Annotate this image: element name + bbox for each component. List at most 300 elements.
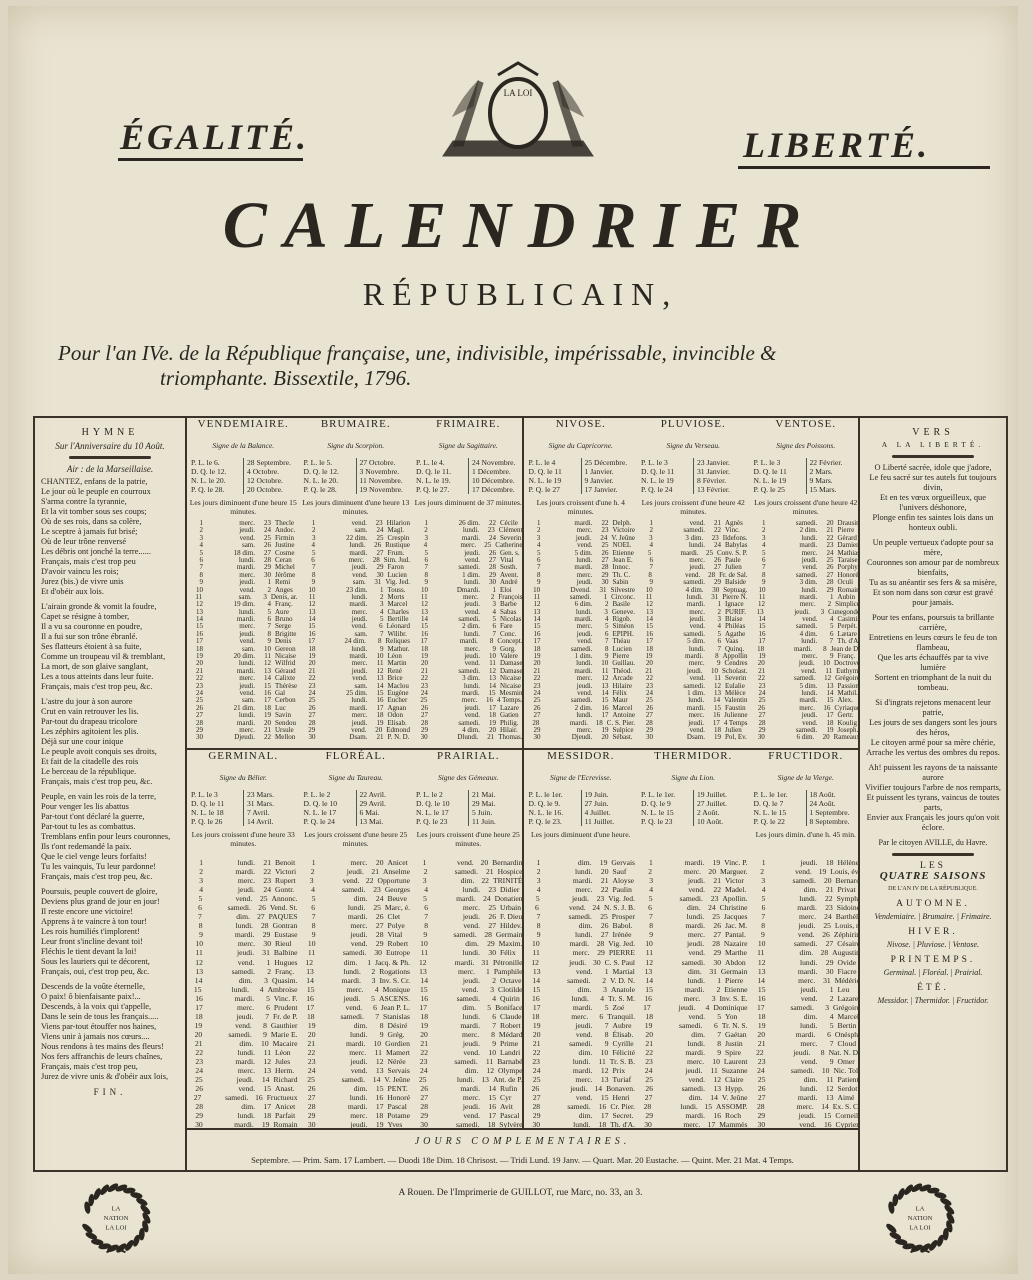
gregorian-date: 16 bbox=[713, 1111, 721, 1121]
day-number: 4 bbox=[311, 885, 315, 895]
saint-name: Marcel bbox=[837, 1011, 860, 1021]
moon-phase-row bbox=[191, 799, 296, 808]
saint-name: Cyriaque bbox=[834, 703, 860, 712]
divider bbox=[892, 853, 974, 856]
moon-phase-row bbox=[529, 817, 634, 826]
gregorian-date: 29 bbox=[713, 948, 721, 958]
saint-name: Servais bbox=[387, 1066, 410, 1076]
gregorian-date: 23 bbox=[264, 519, 271, 527]
saint-name: Augustin bbox=[832, 948, 860, 958]
saint-name: Maxim. bbox=[498, 939, 523, 949]
day-number: 13 bbox=[757, 966, 766, 976]
gregorian-date: 14 bbox=[376, 681, 384, 690]
day-row bbox=[641, 867, 748, 876]
weekday: merc. bbox=[798, 975, 816, 985]
day-row bbox=[641, 1111, 748, 1120]
day-number: 17 bbox=[419, 1002, 428, 1012]
saint-name: Secret. bbox=[612, 1111, 634, 1121]
verse-line: Les jours de ses dangers sont les jours des héros, bbox=[869, 718, 997, 737]
saint-name: Gontr. bbox=[275, 885, 295, 895]
saint-name: Martial bbox=[612, 966, 635, 976]
gregorian-date: 28 bbox=[708, 570, 716, 579]
saint-name: Hospice bbox=[497, 867, 523, 877]
day-row bbox=[304, 967, 411, 976]
saint-name: Touss. bbox=[387, 585, 406, 594]
day-number: 29 bbox=[533, 725, 541, 734]
saint-name: Justin bbox=[725, 1038, 743, 1048]
gregorian-date: 3 bbox=[603, 984, 607, 994]
gregorian-date: 6 bbox=[267, 615, 271, 624]
weekday: lundi. bbox=[799, 1084, 818, 1094]
weekday: mardi. bbox=[341, 975, 362, 985]
weekday: mardi. bbox=[236, 563, 255, 572]
weekday: mardi. bbox=[569, 718, 588, 727]
verse-line: Sous les lauriers qui te décorent, bbox=[41, 957, 150, 966]
saint-name: Rameaux bbox=[833, 733, 861, 742]
description-line: Pour l'an IVe. de la République française, une, indivisible, impérissable, invincible & bbox=[58, 341, 777, 365]
day-number: 30 bbox=[420, 733, 428, 742]
weekday: jeudi. bbox=[462, 975, 480, 985]
moon-phase-row bbox=[754, 485, 859, 494]
day-row bbox=[416, 734, 523, 741]
saint-name: Silvestre bbox=[610, 585, 635, 594]
day-number: 25 bbox=[195, 1075, 203, 1085]
day-row bbox=[416, 958, 523, 967]
moon-phase-label: P. L. le 3 bbox=[191, 790, 218, 799]
zodiac-sign: Signe de la Balance. bbox=[212, 441, 275, 450]
weekday: samedi. bbox=[681, 1084, 705, 1094]
gregorian-date: 30 bbox=[376, 570, 384, 579]
gregorian-date: 11 bbox=[264, 652, 271, 661]
svg-text:LA LOI: LA LOI bbox=[503, 88, 533, 98]
month-column bbox=[187, 750, 300, 1130]
day-number: 28 bbox=[421, 718, 428, 727]
gregorian-date: 25 bbox=[259, 894, 268, 904]
weekday: lundi. bbox=[801, 533, 818, 542]
gregorian-date: 12 bbox=[714, 681, 721, 690]
day-number: 19 bbox=[532, 1020, 541, 1030]
weekday: lundi. bbox=[574, 867, 593, 877]
saint-name: Nazaire bbox=[723, 939, 748, 949]
saint-name: Tranquil. bbox=[607, 1011, 635, 1021]
gregorian-date: 11 bbox=[714, 674, 721, 683]
saint-name: Marguer. bbox=[720, 867, 748, 877]
saint-name: EPIPH. bbox=[612, 629, 634, 638]
day-number: 17 bbox=[195, 1002, 203, 1012]
zodiac-sign: Signe de l'Ecrevisse. bbox=[549, 773, 612, 782]
saint-name: V. D. N. bbox=[610, 975, 635, 985]
day-number: 24 bbox=[646, 688, 653, 697]
day-row bbox=[529, 948, 636, 957]
day-number: 15 bbox=[757, 984, 766, 994]
day-number: 5 bbox=[535, 894, 540, 904]
day-number: 2 bbox=[537, 526, 541, 535]
moon-phase-label: P. Q. le 28. bbox=[303, 485, 337, 494]
saint-name: Théau bbox=[612, 637, 630, 646]
day-number: 3 bbox=[649, 876, 653, 886]
moon-phase-row bbox=[641, 458, 746, 467]
saint-name: Conv. S. P. bbox=[717, 548, 748, 557]
saint-name: Corneil. bbox=[835, 1111, 860, 1121]
weekday: mardi. bbox=[459, 637, 478, 646]
moon-phase-date: 14 Avril. bbox=[243, 817, 273, 826]
gregorian-date: 2 bbox=[490, 592, 495, 601]
day-number: 26 bbox=[421, 703, 428, 712]
weekday: vend. bbox=[463, 1111, 480, 1121]
gregorian-date: 24 bbox=[708, 903, 716, 913]
saint-name: Donatien bbox=[494, 894, 523, 904]
day-number: 2 bbox=[649, 526, 653, 535]
saint-name: Robert bbox=[387, 939, 409, 949]
day-number: 4 bbox=[536, 885, 541, 895]
saint-name: Cerbon bbox=[275, 696, 296, 705]
saint-name: Cyrille bbox=[612, 1038, 634, 1048]
saint-name: Quasim. bbox=[271, 975, 298, 985]
saint-name: PENT. bbox=[387, 1084, 408, 1094]
moon-phase-date: 28 Septembre. bbox=[243, 458, 291, 467]
verse-line: Le feu sacré sur tes autels fut toujours divin, bbox=[869, 473, 997, 492]
gregorian-date: 12 bbox=[264, 659, 271, 668]
weekday: lundi. bbox=[351, 644, 368, 653]
weekday: merc. bbox=[239, 725, 255, 734]
day-number: 9 bbox=[424, 578, 428, 587]
verse-line: Où de ses rois, dans sa colère, bbox=[41, 517, 142, 526]
moon-phase-row bbox=[191, 817, 296, 826]
gregorian-date: 18 bbox=[598, 1120, 607, 1130]
gregorian-date: 4 bbox=[267, 600, 271, 609]
weekday: 23 dim. bbox=[346, 585, 368, 594]
day-row bbox=[529, 912, 636, 921]
weekday: merc. bbox=[683, 993, 701, 1003]
moon-phase-date: 9 Mars. bbox=[806, 476, 833, 485]
day-number: 25 bbox=[420, 696, 428, 705]
month-column bbox=[750, 750, 863, 1130]
zodiac-sign: Signe du Capricorne. bbox=[548, 441, 613, 450]
weekday: merc. bbox=[351, 711, 368, 720]
saint-name: Damase bbox=[499, 659, 523, 668]
day-number: 15 bbox=[645, 984, 653, 994]
day-number: 24 bbox=[532, 1066, 541, 1076]
day-number: 30 bbox=[532, 1120, 541, 1130]
day-row bbox=[754, 894, 861, 903]
weekday: mardi. bbox=[349, 703, 368, 712]
weekday: dim. bbox=[803, 885, 818, 895]
day-number: 15 bbox=[420, 984, 428, 994]
saint-name: Julienne bbox=[724, 711, 748, 720]
verse-line: Français, oui, c'est trop peu, &c. bbox=[41, 967, 150, 976]
gregorian-date: 23 bbox=[710, 894, 719, 904]
day-number: 27 bbox=[644, 1093, 653, 1103]
day-number: 14 bbox=[420, 975, 428, 985]
weekday: lundi. bbox=[462, 885, 480, 895]
gregorian-date: 2 bbox=[380, 592, 384, 601]
saint-name: Drausin bbox=[837, 519, 860, 527]
stanza bbox=[41, 477, 179, 597]
day-number: 8 bbox=[424, 921, 428, 931]
gregorian-date: 3 bbox=[264, 975, 268, 985]
weekday: vend. bbox=[464, 711, 480, 720]
gregorian-date: 12 bbox=[600, 1066, 609, 1076]
month-column bbox=[750, 418, 863, 750]
moon-phase-row bbox=[416, 485, 521, 494]
day-number: 23 bbox=[308, 681, 316, 690]
verse-line: Par-tout du drapeau tricolore bbox=[41, 717, 138, 726]
moon-phase-row bbox=[754, 799, 859, 808]
gregorian-date: 2 bbox=[605, 600, 609, 609]
day-row bbox=[191, 858, 298, 867]
saint-name: Morts bbox=[387, 592, 405, 601]
saint-name: Nicaise bbox=[275, 652, 296, 661]
gregorian-date: 10 bbox=[261, 1038, 269, 1048]
weekday: mardi. bbox=[349, 652, 368, 661]
moon-phase-label: P. Q. le 27 bbox=[528, 485, 560, 494]
day-number: 17 bbox=[646, 637, 653, 646]
day-number: 4 bbox=[762, 541, 766, 550]
gregorian-date: 24 bbox=[713, 541, 721, 550]
weekday: jeudi. bbox=[686, 666, 703, 675]
day-number: 3 bbox=[536, 876, 541, 886]
weekday: dim. bbox=[343, 957, 358, 967]
gregorian-date: 21 bbox=[376, 733, 384, 742]
day-number: 28 bbox=[195, 1102, 203, 1112]
weekday: jeudi. bbox=[350, 930, 368, 940]
day-row bbox=[416, 1039, 523, 1048]
moon-phase-row bbox=[191, 808, 296, 817]
stanza bbox=[41, 792, 179, 882]
saint-name: Nic. Tol. bbox=[833, 1066, 860, 1076]
gregorian-date: 24 bbox=[600, 533, 608, 542]
day-number: 22 bbox=[307, 1047, 316, 1057]
weekday: dim. bbox=[465, 939, 479, 949]
saint-name: Eustase bbox=[274, 930, 298, 940]
saint-name: Innoc. bbox=[612, 563, 631, 572]
weekday: vend. bbox=[239, 688, 255, 697]
day-number: 13 bbox=[532, 966, 541, 976]
saint-name: Doctrové bbox=[833, 659, 861, 668]
saint-name: Taraise bbox=[837, 555, 858, 564]
day-number: 24 bbox=[195, 1066, 203, 1076]
moon-phase-date: 8 Février. bbox=[693, 476, 726, 485]
day-number: 13 bbox=[308, 607, 316, 616]
stanza bbox=[865, 538, 1001, 608]
day-number: 8 bbox=[761, 921, 765, 931]
verse-line: O paix! ô bienfaisante paix!... bbox=[41, 992, 141, 1001]
weekday: 2 dim. bbox=[799, 526, 818, 535]
day-number: 15 bbox=[421, 622, 428, 631]
day-number: 6 bbox=[424, 555, 428, 564]
day-number: 28 bbox=[308, 718, 316, 727]
weekday: vend. bbox=[464, 659, 480, 668]
moon-phase-row bbox=[304, 808, 409, 817]
saint-name: Herm. bbox=[275, 1066, 295, 1076]
day-row bbox=[304, 1039, 411, 1048]
weekday: sam. bbox=[354, 681, 368, 690]
gregorian-date: 10 bbox=[712, 1057, 720, 1067]
saint-name: Severin bbox=[725, 674, 747, 683]
svg-text:NATION: NATION bbox=[907, 1214, 933, 1222]
gregorian-date: 29 bbox=[376, 563, 384, 572]
weekday: merc. bbox=[239, 519, 255, 527]
gregorian-date: 16 bbox=[255, 1093, 263, 1103]
gregorian-date: 3 bbox=[711, 993, 716, 1003]
day-row bbox=[641, 1057, 748, 1066]
saint-name: Parfait bbox=[275, 1111, 296, 1121]
day-number: 1 bbox=[422, 858, 427, 867]
weekday: vend. bbox=[464, 555, 480, 564]
day-row bbox=[641, 858, 748, 867]
day-row bbox=[191, 734, 298, 741]
saint-name: Léon bbox=[387, 652, 402, 661]
moon-phase-date: 29 Mai. bbox=[468, 799, 496, 808]
month-column bbox=[412, 750, 525, 1130]
day-row bbox=[416, 876, 523, 885]
verse-line: Poursuis, peuple couvert de gloire, bbox=[41, 887, 158, 896]
gregorian-date: 30 bbox=[374, 948, 382, 958]
divider bbox=[892, 455, 974, 458]
saint-name: V. Jeûne bbox=[611, 533, 635, 542]
saint-name: Hildev. bbox=[500, 921, 523, 931]
gregorian-date: 9 bbox=[717, 659, 721, 668]
gregorian-date: 4 bbox=[830, 615, 834, 624]
weekday: jeudi. bbox=[346, 867, 364, 877]
saint-name: Porphy. bbox=[837, 563, 860, 572]
weekday: 6 dim. bbox=[574, 600, 593, 609]
day-row bbox=[754, 1066, 861, 1075]
verse-line: Comme un troupeau vil & tremblant, bbox=[41, 652, 166, 661]
gregorian-date: 4 bbox=[374, 984, 379, 994]
verse-line: Par-tout t'ont déclaré la guerre, bbox=[41, 812, 145, 821]
gregorian-date: 13 bbox=[376, 674, 384, 683]
saint-name: Monique bbox=[382, 984, 410, 994]
gregorian-date: 9 bbox=[492, 644, 496, 653]
saint-name: Inv. S. E. bbox=[719, 993, 748, 1003]
moon-phase-row bbox=[416, 790, 521, 799]
verse-line: Il a vu sa couronne en poudre, bbox=[41, 622, 143, 631]
gregorian-date: 8 bbox=[820, 1047, 825, 1057]
gregorian-date: 7 bbox=[717, 1029, 721, 1039]
gregorian-date: 15 bbox=[826, 696, 834, 705]
gregorian-date: 24 bbox=[824, 912, 832, 922]
verse-line: Descends de la voûte éternelle, bbox=[41, 982, 145, 991]
day-number: 22 bbox=[196, 674, 203, 683]
saint-name: Marcel bbox=[387, 600, 408, 609]
moon-phase-label: P. L. le 4. bbox=[416, 458, 445, 467]
day-row bbox=[641, 885, 748, 894]
day-number: 10 bbox=[196, 585, 203, 594]
day-number: 11 bbox=[308, 592, 316, 601]
day-row bbox=[304, 948, 411, 957]
saint-name: Mathur. bbox=[387, 644, 410, 653]
day-row bbox=[529, 876, 636, 885]
weekday: vend. bbox=[575, 966, 593, 976]
weekday: merc. bbox=[464, 644, 480, 653]
weekday: vend. bbox=[352, 674, 368, 683]
day-number: 18 bbox=[420, 1011, 428, 1021]
saint-name: Nat. N. D. bbox=[828, 1047, 861, 1057]
gregorian-date: 22 bbox=[601, 519, 609, 527]
moon-phase-label: N. L. le 15 bbox=[753, 808, 787, 817]
gregorian-date: 2 bbox=[717, 607, 721, 616]
weekday: samedi. bbox=[793, 939, 818, 949]
saint-name: Jacques bbox=[723, 912, 748, 922]
saint-name: Eutrope bbox=[385, 948, 410, 958]
day-row bbox=[641, 976, 748, 985]
day-number: 12 bbox=[196, 600, 203, 609]
gregorian-date: 13 bbox=[714, 688, 721, 697]
saint-name: Jean E. bbox=[612, 555, 633, 564]
gregorian-date: 15 bbox=[600, 1093, 609, 1103]
moon-phase-row bbox=[754, 467, 859, 476]
moon-phase-date: 22 Avril. bbox=[356, 790, 386, 799]
gregorian-date: 11 bbox=[826, 1075, 834, 1085]
gregorian-date: 14 bbox=[710, 1093, 718, 1103]
saint-name: NOEL bbox=[612, 541, 632, 550]
gregorian-date: 5 bbox=[830, 622, 834, 631]
day-number: 3 bbox=[762, 533, 766, 542]
day-number: 3 bbox=[536, 533, 541, 542]
weekday: mardi. bbox=[684, 984, 705, 994]
gregorian-date: 28 bbox=[484, 930, 492, 940]
gregorian-date: 24 bbox=[489, 533, 496, 542]
day-row bbox=[529, 1003, 636, 1012]
day-number: 18 bbox=[757, 644, 765, 653]
day-row bbox=[304, 985, 411, 994]
day-length-note: Les jours croissent d'une h. 4 minutes. bbox=[536, 498, 625, 516]
weekday: jeudi. bbox=[685, 1066, 703, 1076]
gregorian-date: 13 bbox=[713, 1084, 721, 1094]
day-number: 9 bbox=[311, 930, 316, 940]
day-number: 21 bbox=[645, 1038, 653, 1048]
weekday: merc. bbox=[576, 674, 593, 683]
day-number: 4 bbox=[761, 885, 766, 895]
moon-phase-date: 15 Mars. bbox=[806, 485, 837, 494]
gregorian-date: 2 bbox=[267, 585, 271, 594]
moon-phase-label: P. L. le 3 bbox=[641, 458, 668, 467]
gregorian-date: 10 bbox=[711, 666, 719, 675]
month-name: PRAIRIAL. bbox=[437, 750, 500, 762]
weekday: mardi. bbox=[236, 615, 255, 624]
saint-name: Vend. St. bbox=[269, 903, 298, 913]
weekday: jeudi. bbox=[351, 563, 368, 572]
moon-phase-label: D. Q. le 11 bbox=[191, 799, 225, 808]
day-row bbox=[416, 921, 523, 930]
saint-name: Félicité bbox=[612, 1047, 635, 1057]
saint-name: René bbox=[387, 666, 402, 675]
saint-name: Blaise bbox=[725, 615, 743, 624]
weekday: mardi. bbox=[574, 615, 593, 624]
weekday: mardi. bbox=[347, 1102, 368, 1112]
day-row bbox=[529, 734, 636, 741]
day-row bbox=[416, 994, 523, 1003]
weekday: samedi. bbox=[458, 563, 480, 572]
moon-phase-row bbox=[304, 799, 409, 808]
moon-phase-date: 6 Mai. bbox=[356, 808, 380, 817]
weekday: vend. bbox=[802, 563, 818, 572]
day-number: 7 bbox=[536, 912, 541, 922]
saint-name: 4 Temps. bbox=[497, 696, 523, 705]
day-number: 22 bbox=[646, 674, 653, 683]
gregorian-date: 13 bbox=[601, 681, 609, 690]
weekday: jeudi. bbox=[236, 1011, 254, 1021]
saint-name: Avent. bbox=[500, 570, 519, 579]
day-row bbox=[754, 1084, 861, 1093]
day-row bbox=[191, 939, 298, 948]
day-number: 8 bbox=[198, 921, 203, 931]
gregorian-date: 8 bbox=[491, 1029, 495, 1039]
gregorian-date: 23 bbox=[373, 885, 381, 895]
gregorian-date: 26 bbox=[714, 555, 721, 564]
weekday: jeudi. bbox=[462, 1038, 480, 1048]
